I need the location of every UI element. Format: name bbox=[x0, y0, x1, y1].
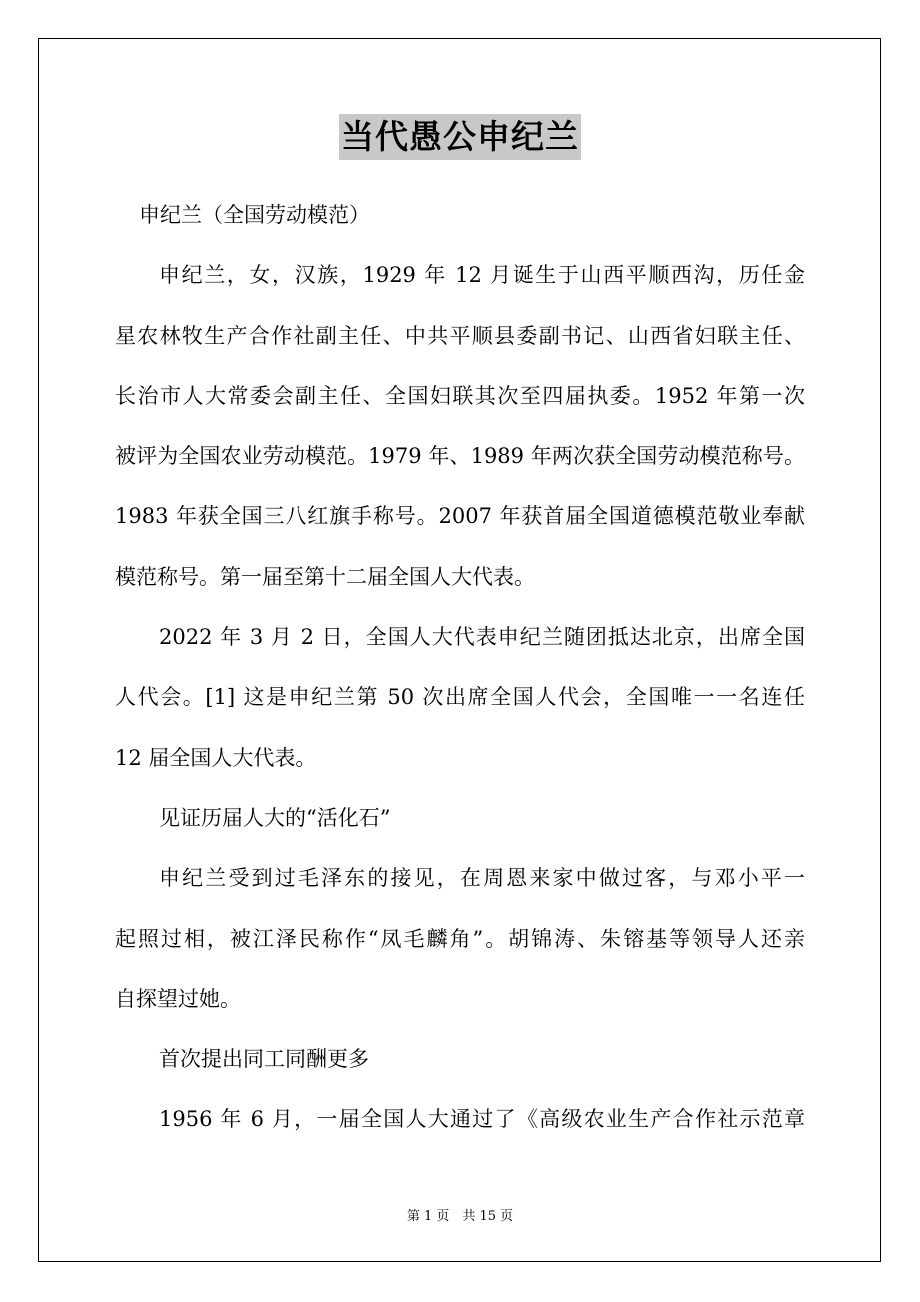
text-line: 2022 年 3 月 2 日，全国人大代表申纪兰随团抵达北京，出席全国 bbox=[159, 625, 805, 650]
text-line: 申纪兰受到过毛泽东的接见，在周恩来家中做过客，与邓小平一 bbox=[159, 866, 805, 891]
text-line: 人代会。[1] 这是申纪兰第 50 次出席全国人代会，全国唯一一名连任 bbox=[115, 685, 805, 710]
text-line: 1956 年 6 月，一届全国人大通过了《高级农业生产合作社示范章 bbox=[159, 1107, 805, 1132]
text-line: 见证历届人大的“活化石” bbox=[159, 805, 391, 830]
text-line: 申纪兰（全国劳动模范） bbox=[139, 203, 370, 227]
text-line: 1983 年获全国三八红旗手称号。2007 年获首届全国道德模范敬业奉献 bbox=[115, 504, 805, 529]
document-title-wrap bbox=[0, 114, 920, 160]
text-line: 申纪兰，女，汉族，1929 年 12 月诞生于山西平顺西沟，历任金 bbox=[159, 263, 805, 288]
document-body bbox=[115, 185, 805, 1150]
text-line: 首次提出同工同酬更多 bbox=[159, 1047, 369, 1072]
page-footer: 第 1 页 共 15 页 bbox=[406, 1209, 514, 1224]
document-title: 当代愚公申纪兰 bbox=[339, 114, 581, 160]
text-line: 自探望过她。 bbox=[115, 986, 241, 1011]
text-line: 起照过相，被江泽民称作“凤毛麟角”。胡锦涛、朱镕基等领导人还亲 bbox=[115, 926, 805, 951]
text-line: 12 届全国人大代表。 bbox=[115, 745, 317, 770]
text-line: 模范称号。第一届至第十二届全国人大代表。 bbox=[115, 564, 535, 589]
text-line: 被评为全国农业劳动模范。1979 年、1989 年两次获全国劳动模范称号。 bbox=[115, 444, 805, 469]
text-line: 长治市人大常委会副主任、全国妇联其次至四届执委。1952 年第一次 bbox=[115, 383, 805, 408]
text-line: 星农林牧生产合作社副主任、中共平顺县委副书记、山西省妇联主任、 bbox=[115, 323, 805, 348]
